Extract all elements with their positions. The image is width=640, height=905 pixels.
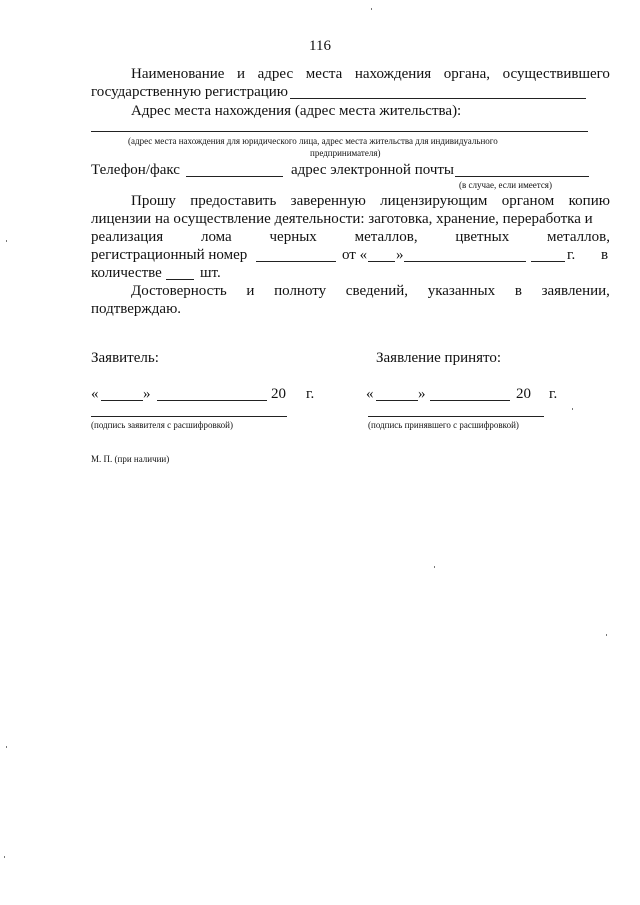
applicant-year-abbr: г.: [306, 386, 315, 402]
word: металлов,: [546, 229, 610, 245]
request-line2: лицензии на осуществление деятельности: заготовка, хранение, переработка и: [91, 211, 593, 227]
word: Наименование: [131, 66, 225, 82]
year-suffix: г.: [567, 247, 576, 263]
acceptor-year-abbr: г.: [549, 386, 558, 402]
quantity-fill-line[interactable]: [166, 279, 194, 280]
scan-speck: [4, 856, 5, 858]
applicant-month-fill-line[interactable]: [157, 400, 267, 401]
scan-speck: [371, 8, 372, 10]
scan-speck: [434, 566, 435, 568]
email-fill-line[interactable]: [455, 176, 589, 177]
scan-speck: [6, 240, 7, 242]
address-label: Адрес места нахождения (адрес места жительства):: [131, 103, 462, 119]
quantity-label: количестве: [91, 265, 162, 281]
word: реализация: [91, 229, 164, 245]
from-label: от «: [342, 247, 368, 263]
applicant-sign-note: (подпись заявителя с расшифровкой): [91, 420, 233, 430]
request-line1: [131, 193, 610, 210]
acceptor-signature-line[interactable]: [368, 416, 544, 417]
applicant-date-open: «: [91, 386, 99, 402]
date-year-fill-line[interactable]: [531, 261, 565, 262]
applicant-title: Заявитель:: [91, 350, 159, 366]
acceptor-month-fill-line[interactable]: [430, 400, 510, 401]
page-number: 116: [309, 38, 331, 54]
word: лицензирующим: [380, 193, 488, 209]
reg-body-line1: [131, 66, 610, 83]
word: сведений,: [345, 283, 409, 299]
address-note-1: (адрес места нахождения для юридического лица, адрес места жительства для индивидуального: [128, 136, 498, 146]
applicant-day-fill-line[interactable]: [101, 400, 143, 401]
phone-fill-line[interactable]: [186, 176, 283, 177]
phone-label: Телефон/факс: [91, 162, 180, 178]
acceptor-date-open: «: [366, 386, 374, 402]
word: Прошу: [131, 193, 176, 209]
reg-number-label: регистрационный номер: [91, 247, 248, 263]
quote-close: »: [396, 247, 404, 263]
applicant-signature-line[interactable]: [91, 416, 287, 417]
quantity-unit: шт.: [200, 265, 221, 281]
scan-speck: [606, 634, 607, 636]
word: заверенную: [290, 193, 366, 209]
address-fill-line[interactable]: [91, 131, 588, 132]
scan-speck: [6, 746, 7, 748]
word: и: [237, 66, 246, 82]
acceptor-century: 20: [516, 386, 531, 402]
confirm-line2: подтверждаю.: [91, 301, 182, 317]
word: цветных: [455, 229, 510, 245]
word: адрес: [257, 66, 294, 82]
word: указанных: [427, 283, 496, 299]
acceptor-date-close: »: [418, 386, 426, 402]
word: в: [514, 283, 522, 299]
word: органа,: [443, 66, 491, 82]
address-note-2: предпринимателя): [310, 148, 381, 158]
email-label: адрес электронной почты: [291, 162, 455, 178]
word: копию: [568, 193, 610, 209]
reg-body-line2: государственную регистрацию: [91, 84, 288, 100]
request-line3: [91, 229, 610, 246]
word: лома: [200, 229, 232, 245]
in-word: в: [601, 247, 609, 263]
scan-speck: [572, 408, 573, 410]
word: металлов,: [354, 229, 418, 245]
date-month-fill-line[interactable]: [404, 261, 526, 262]
word: нахождения: [354, 66, 432, 82]
confirm-line1: [131, 283, 610, 300]
reg-body-fill-line[interactable]: [290, 98, 586, 99]
applicant-date-close: »: [143, 386, 151, 402]
word: черных: [269, 229, 317, 245]
word: осуществившего: [502, 66, 610, 82]
word: места: [305, 66, 343, 82]
word: и: [246, 283, 255, 299]
acceptor-title: Заявление принято:: [376, 350, 502, 366]
date-day-fill-line[interactable]: [368, 261, 395, 262]
word: Достоверность: [131, 283, 227, 299]
acceptor-sign-note: (подпись принявшего с расшифровкой): [368, 420, 519, 430]
stamp-note: М. П. (при наличии): [91, 454, 170, 464]
acceptor-day-fill-line[interactable]: [376, 400, 418, 401]
applicant-century: 20: [271, 386, 286, 402]
word: заявлении,: [541, 283, 610, 299]
word: предоставить: [190, 193, 277, 209]
reg-number-fill-line[interactable]: [256, 261, 336, 262]
word: органом: [501, 193, 555, 209]
email-note: (в случае, если имеется): [459, 180, 552, 190]
word: полноту: [274, 283, 327, 299]
